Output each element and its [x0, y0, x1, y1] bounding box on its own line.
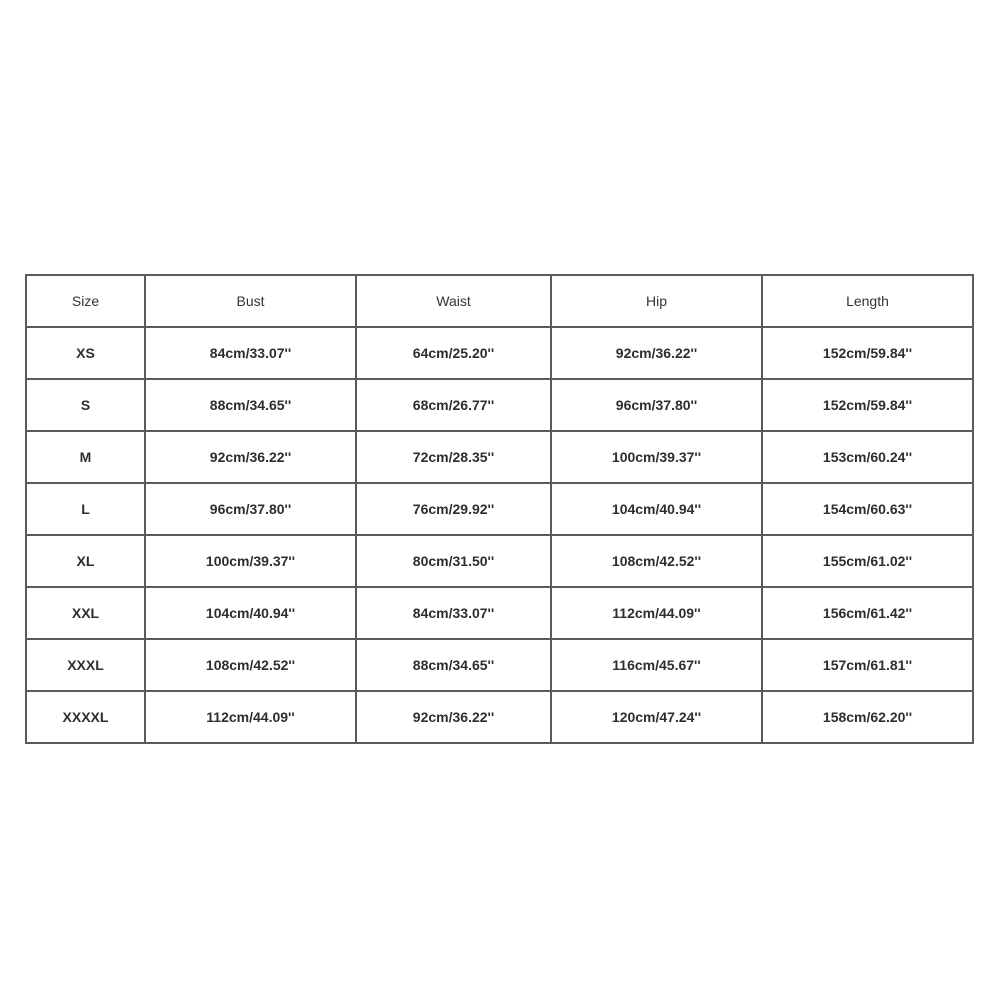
table-body	[26, 327, 973, 743]
length-cell: 156cm/61.42''	[762, 587, 973, 639]
size-chart-table	[25, 274, 974, 744]
hip-cell: 104cm/40.94''	[551, 483, 762, 535]
length-cell: 153cm/60.24''	[762, 431, 973, 483]
waist-cell: 72cm/28.35''	[356, 431, 551, 483]
length-cell: 152cm/59.84''	[762, 327, 973, 379]
hip-cell: 116cm/45.67''	[551, 639, 762, 691]
size-cell: XXL	[26, 587, 145, 639]
table-row	[26, 535, 973, 587]
waist-cell: 84cm/33.07''	[356, 587, 551, 639]
table-row	[26, 379, 973, 431]
size-cell: XL	[26, 535, 145, 587]
size-cell: XS	[26, 327, 145, 379]
table-row	[26, 587, 973, 639]
length-cell: 155cm/61.02''	[762, 535, 973, 587]
size-cell: S	[26, 379, 145, 431]
length-cell: 152cm/59.84''	[762, 379, 973, 431]
waist-cell: 68cm/26.77''	[356, 379, 551, 431]
size-cell: XXXXL	[26, 691, 145, 743]
waist-cell: 80cm/31.50''	[356, 535, 551, 587]
hip-cell: 96cm/37.80''	[551, 379, 762, 431]
hip-cell: 92cm/36.22''	[551, 327, 762, 379]
bust-cell: 104cm/40.94''	[145, 587, 356, 639]
size-cell: L	[26, 483, 145, 535]
header-bust: Bust	[145, 275, 356, 327]
bust-cell: 84cm/33.07''	[145, 327, 356, 379]
table-header	[26, 275, 973, 327]
header-row	[26, 275, 973, 327]
waist-cell: 88cm/34.65''	[356, 639, 551, 691]
length-cell: 158cm/62.20''	[762, 691, 973, 743]
length-cell: 157cm/61.81''	[762, 639, 973, 691]
waist-cell: 92cm/36.22''	[356, 691, 551, 743]
hip-cell: 112cm/44.09''	[551, 587, 762, 639]
header-length: Length	[762, 275, 973, 327]
bust-cell: 92cm/36.22''	[145, 431, 356, 483]
table-row	[26, 691, 973, 743]
header-size: Size	[26, 275, 145, 327]
table-row	[26, 327, 973, 379]
hip-cell: 120cm/47.24''	[551, 691, 762, 743]
table-row	[26, 431, 973, 483]
table-row	[26, 639, 973, 691]
size-cell: M	[26, 431, 145, 483]
size-cell: XXXL	[26, 639, 145, 691]
waist-cell: 64cm/25.20''	[356, 327, 551, 379]
waist-cell: 76cm/29.92''	[356, 483, 551, 535]
length-cell: 154cm/60.63''	[762, 483, 973, 535]
bust-cell: 100cm/39.37''	[145, 535, 356, 587]
hip-cell: 108cm/42.52''	[551, 535, 762, 587]
hip-cell: 100cm/39.37''	[551, 431, 762, 483]
header-hip: Hip	[551, 275, 762, 327]
bust-cell: 96cm/37.80''	[145, 483, 356, 535]
bust-cell: 112cm/44.09''	[145, 691, 356, 743]
header-waist: Waist	[356, 275, 551, 327]
bust-cell: 88cm/34.65''	[145, 379, 356, 431]
table-row	[26, 483, 973, 535]
bust-cell: 108cm/42.52''	[145, 639, 356, 691]
